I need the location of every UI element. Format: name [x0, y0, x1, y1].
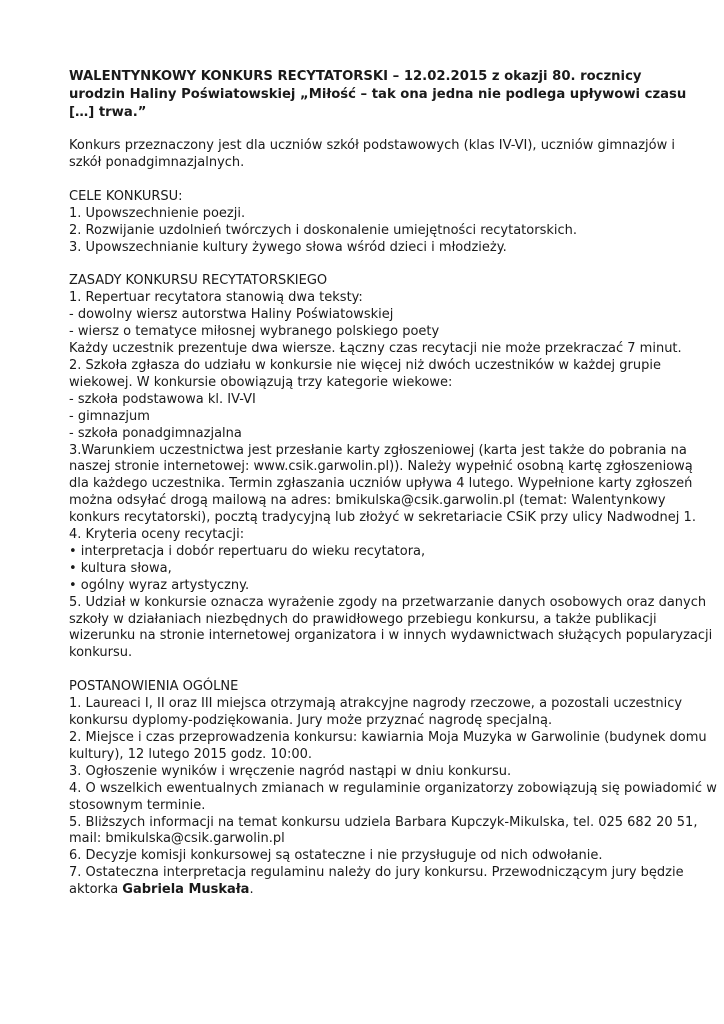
zasady-line: - szkoła ponadgimnazjalna [69, 425, 242, 441]
postanowienia-line: kultury), 12 lutego 2015 godz. 10:00. [69, 746, 313, 762]
title-line: urodzin Haliny Poświatowskiej „Miłość – tak ona jedna nie podlega upływowi czasu [69, 87, 687, 102]
postanowienia-line: 4. O wszelkich ewentualnych zmianach w regulaminie organizatorzy zobowiązują się powiadomić w [69, 780, 717, 796]
zasady-line: szkoły w działaniach niezbędnych do prawidłowego przebiegu konkursu, a także publikacji [69, 611, 657, 627]
zasady-line: konkurs recytatorski), pocztą tradycyjną lub złożyć w sekretariacie CSiK przy ulicy Nadwodnej 1. [69, 510, 696, 526]
intro-line: szkół ponadgimnazjalnych. [69, 154, 245, 170]
last-line-suffix: . [249, 882, 254, 898]
zasady-line: naszej stronie internetowej: www.csik.garwolin.pl)). Należy wypełnić osobną kartę zgłoszeniową [69, 459, 693, 475]
postanowienia-line: 7. Ostateczna interpretacja regulaminu należy do jury konkursu. Przewodniczącym jury będzie [69, 865, 684, 881]
postanowienia-line: 1. Laureaci I, II oraz III miejsca otrzymają atrakcyjne nagrody rzeczowe, a pozostali uczestnicy [69, 696, 683, 712]
zasady-line: Każdy uczestnik prezentuje dwa wiersze. Łączny czas recytacji nie może przekraczać 7 minut. [69, 341, 682, 357]
section-heading-zasady: ZASADY KONKURSU RECYTATORSKIEGO [69, 273, 328, 289]
zasady-line: - gimnazjum [69, 408, 150, 424]
zasady-line: • ogólny wyraz artystyczny. [69, 577, 250, 593]
title-line: WALENTYNKOWY KONKURS RECYTATORSKI – 12.02.2015 z okazji 80. rocznicy [69, 69, 642, 84]
postanowienia-line: 5. Bliższych informacji na temat konkursu udziela Barbara Kupczyk-Mikulska, tel. 025 682 20 51, [69, 814, 698, 830]
postanowienia-line: 3. Ogłoszenie wyników i wręczenie nagród nastąpi w dniu konkursu. [69, 763, 512, 779]
section-heading-cele: CELE KONKURSU: [69, 188, 183, 204]
zasady-line: 4. Kryteria oceny recytacji: [69, 527, 245, 543]
postanowienia-line: 2. Miejsce i czas przeprowadzenia konkursu: kawiarnia Moja Muzyka w Garwolinie (budynek domu [69, 730, 707, 745]
postanowienia-last-line [69, 882, 661, 899]
zasady-line: można odsyłać drogą mailową na adres: bmikulska@csik.garwolin.pl (temat: Walentynkowy [69, 493, 666, 509]
zasady-line: - dowolny wiersz autorstwa Haliny Poświatowskiej [69, 307, 394, 323]
intro-paragraph [69, 138, 675, 172]
postanowienia-line: mail: bmikulska@csik.garwolin.pl [69, 831, 285, 847]
zasady-line: 3.Warunkiem uczestnictwa jest przesłanie karty zgłoszeniowej (karta jest także do pobrania na [69, 442, 687, 458]
title-line: […] trwa.” [69, 105, 147, 120]
zasady-line: dla każdego uczestnika. Termin zgłaszania uczniów upływa 4 lutego. Wypełnione karty zgłoszeń [69, 476, 693, 492]
jury-chair-name: Gabriela Muskała [122, 882, 250, 898]
section-heading-postanowienia: POSTANOWIENIA OGÓLNE [69, 679, 239, 695]
cele-item: 3. Upowszechnianie kultury żywego słowa wśród dzieci i młodzieży. [69, 239, 507, 255]
zasady-line: • kultura słowa, [69, 560, 172, 576]
zasady-line: • interpretacja i dobór repertuaru do wieku recytatora, [69, 543, 426, 559]
postanowienia-line: konkursu dyplomy-podziękowania. Jury może przyznać nagrodę specjalną. [69, 713, 553, 729]
postanowienia-line: 6. Decyzje komisji konkursowej są ostateczne i nie przysługuje od nich odwołanie. [69, 848, 603, 864]
document-title [69, 68, 687, 122]
intro-line: Konkurs przeznaczony jest dla uczniów szkół podstawowych (klas IV-VI), uczniów gimnazjów i [69, 138, 675, 153]
zasady-line: - wiersz o tematyce miłosnej wybranego polskiego poety [69, 324, 440, 340]
section-postanowienia [69, 679, 717, 899]
cele-item: 1. Upowszechnienie poezji. [69, 205, 246, 221]
zasady-line: - szkoła podstawowa kl. IV-VI [69, 391, 256, 407]
zasady-line: wiekowej. W konkursie obowiązują trzy kategorie wiekowe: [69, 374, 453, 390]
section-cele [69, 189, 661, 257]
zasady-line: konkursu. [69, 645, 133, 661]
zasady-line: 1. Repertuar recytatora stanowią dwa teksty: [69, 290, 363, 306]
last-line-prefix: aktorka [69, 882, 123, 898]
section-zasady [69, 273, 713, 662]
zasady-line: 2. Szkoła zgłasza do udziału w konkursie nie więcej niż dwóch uczestników w każdej grupie [69, 357, 661, 373]
postanowienia-line: stosownym terminie. [69, 797, 206, 813]
zasady-line: wizerunku na stronie internetowej organizatora i w innych wydawnictwach służących popularyzacji [69, 628, 713, 644]
cele-item: 2. Rozwijanie uzdolnień twórczych i doskonalenie umiejętności recytatorskich. [69, 222, 577, 238]
zasady-line: 5. Udział w konkursie oznacza wyrażenie zgody na przetwarzanie danych osobowych oraz danych [69, 594, 707, 610]
document-body [69, 68, 717, 899]
